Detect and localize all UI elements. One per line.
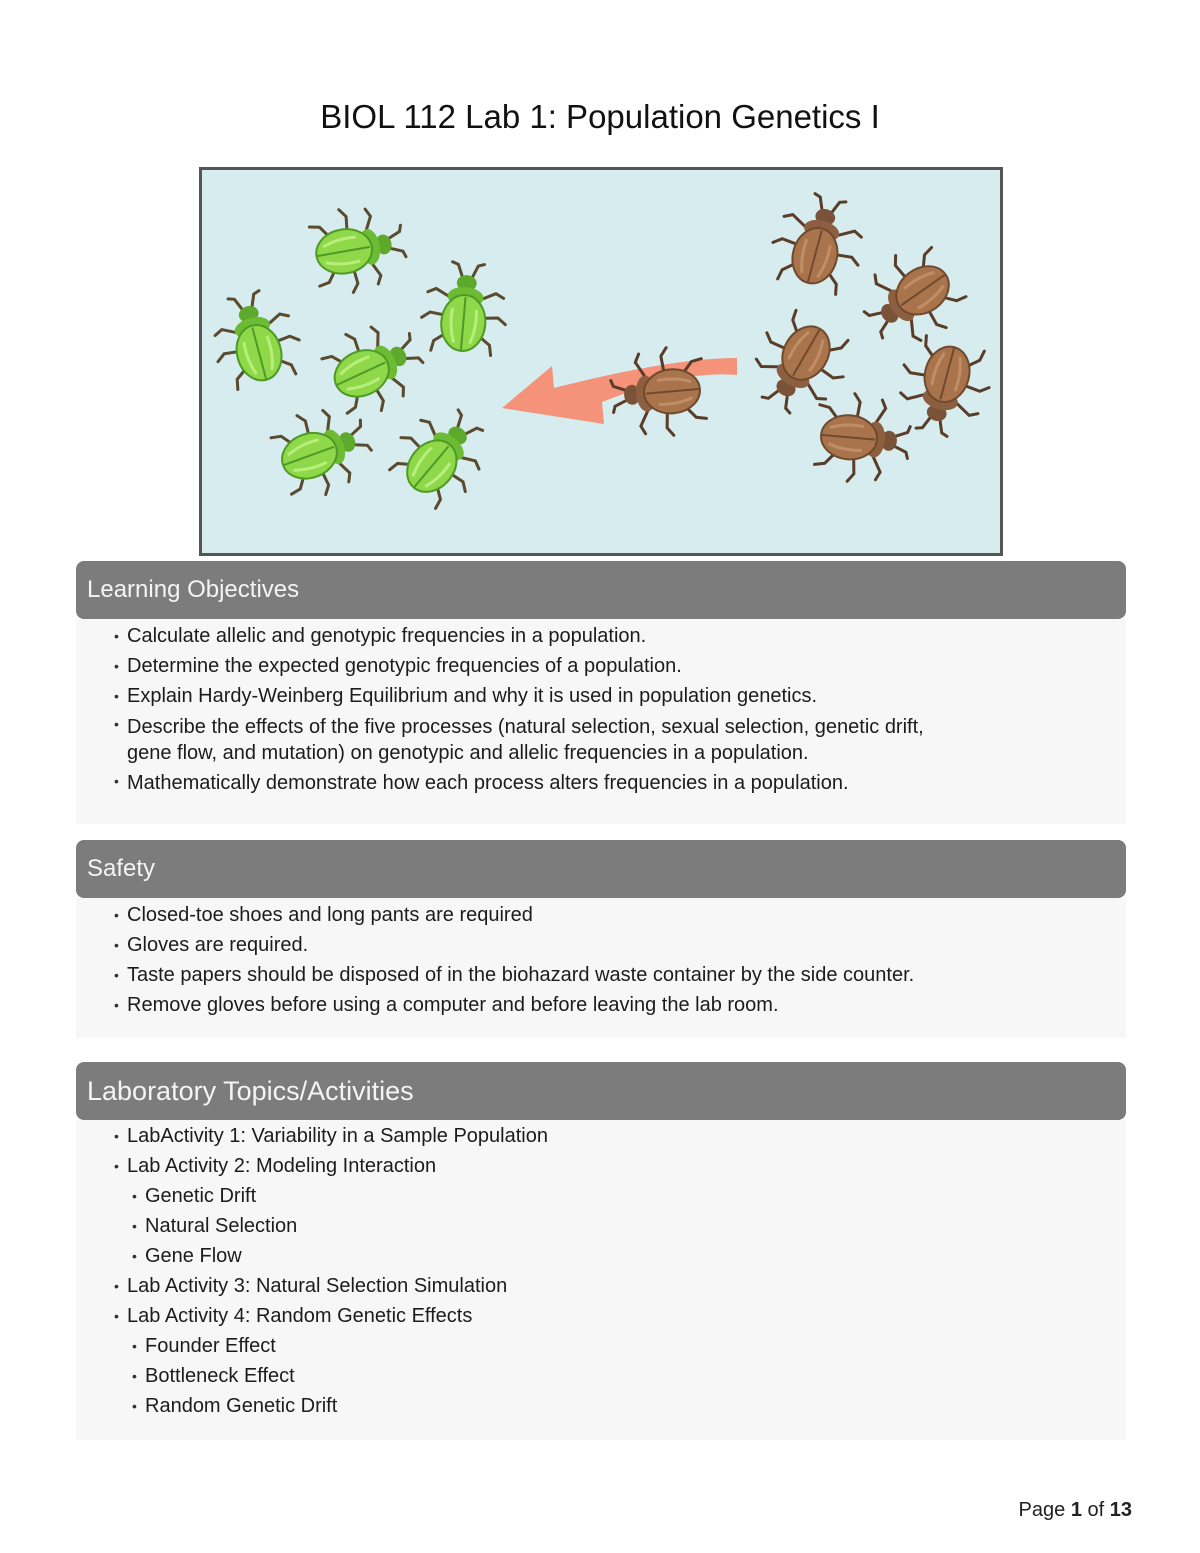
list-item: • Taste papers should be disposed of in the biohazard waste container by the side counter. [76, 960, 1126, 990]
green-beetle [317, 310, 434, 424]
lab-topics-list [76, 1120, 1126, 1421]
of-label: of [1087, 1499, 1105, 1521]
gene-flow-arrow [502, 358, 737, 424]
brown-beetle [738, 303, 860, 427]
page-title: BIOL 112 Lab 1: Population Genetics I [320, 98, 880, 135]
brown-beetle [813, 391, 912, 487]
safety-section [76, 898, 1126, 1038]
green-beetle [419, 260, 511, 357]
list-item: • Explain Hardy-Weinberg Equilibrium and why it is used in population genetics. [76, 681, 1126, 711]
learning-objectives-header: Learning Objectives [76, 561, 1126, 619]
list-item: • Gloves are required. [76, 930, 1126, 960]
beetle-illustration-svg [202, 170, 1000, 553]
list-item: • LabActivity 1: Variability in a Sample Population [76, 1121, 1126, 1151]
learning-objectives-section [76, 619, 1126, 824]
page-total: 13 [1109, 1499, 1132, 1521]
list-item: • Remove gloves before using a computer and before leaving the lab room. [76, 990, 1126, 1020]
page-label: Page [1018, 1499, 1066, 1521]
list-subitem: • Bottleneck Effect [76, 1361, 1126, 1391]
safety-list [76, 898, 1126, 1020]
list-item: • Closed-toe shoes and long pants are required [76, 900, 1126, 930]
brown-beetle [764, 186, 873, 298]
page-current: 1 [1070, 1499, 1082, 1521]
list-item: • Mathematically demonstrate how each process alters frequencies in a population. [76, 766, 1126, 798]
beetle-gene-flow-illustration [199, 167, 1003, 556]
list-item: • Calculate allelic and genotypic frequencies in a population. [76, 621, 1126, 651]
green-beetle [267, 396, 380, 506]
brown-beetle [889, 332, 998, 444]
list-item: • Lab Activity 2: Modeling Interaction [76, 1151, 1126, 1181]
list-item: • Lab Activity 3: Natural Selection Simulation [76, 1271, 1126, 1301]
green-beetle [380, 393, 502, 516]
learning-objectives-list [76, 619, 1126, 798]
list-item-continuation: gene flow, and mutation) on genotypic and allelic frequencies in a population. [127, 742, 809, 764]
list-subitem: • Natural Selection [76, 1211, 1126, 1241]
list-subitem: • Founder Effect [76, 1331, 1126, 1361]
brown-beetle [848, 236, 974, 361]
list-subitem: • Random Genetic Drift [76, 1391, 1126, 1421]
list-subitem: • Gene Flow [76, 1241, 1126, 1271]
safety-header: Safety [76, 840, 1126, 898]
lab-topics-section [76, 1120, 1126, 1440]
list-item: • Determine the expected genotypic frequencies of a population. [76, 651, 1126, 681]
list-item: • Lab Activity 4: Random Genetic Effects [76, 1301, 1126, 1331]
lab-topics-header: Laboratory Topics/Activities [76, 1062, 1126, 1120]
list-item [76, 711, 1126, 766]
green-beetle [307, 200, 410, 298]
list-subitem: • Genetic Drift [76, 1181, 1126, 1211]
green-beetle [203, 284, 307, 393]
page-number [1019, 1499, 1132, 1522]
list-item-line: Describe the effects of the five processes (natural selection, sexual selection, genetic drift, [127, 716, 924, 738]
